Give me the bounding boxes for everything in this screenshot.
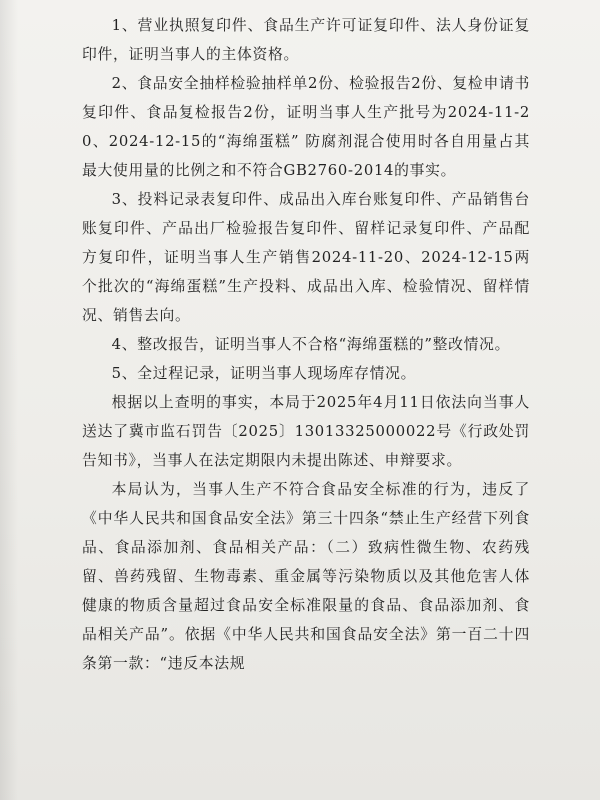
evidence-item-4: 4、整改报告，证明当事人不合格“海绵蛋糕的”整改情况。 <box>111 336 511 353</box>
evidence-item-5: 5、全过程记录，证明当事人现场库存情况。 <box>111 365 417 382</box>
legal-analysis-paragraph: 本局认为，当事人生产不符合食品安全标准的行为，违反了《中华人民共和国食品安全法》第三十四条“禁止生产经营下列食品、食品添加剂、食品相关产品：（二）致病性微生物、农药残留、兽药残留、生物毒素、重金属等污染物质以及其他危害人体健康的物质含量超过食品安全标准限量的食品、食品添加剂、食品相关产品”。依据《中华人民共和国食品安全法》第一百二十四条第一款：“违反本法规 <box>82 481 530 672</box>
evidence-item-3: 3、投料记录表复印件、成品出入库台账复印件、产品销售台账复印件、产品出厂检验报告复印件、留样记录复印件、产品配方复印件，证明当事人生产销售2024-11-20、2024-12-15两个批次的“海绵蛋糕”生产投料、成品出入库、检验情况、留样情况、销售去向。 <box>82 191 530 324</box>
evidence-item-2: 2、食品安全抽样检验抽样单2份、检验报告2份、复检申请书复印件、食品复检报告2份，证明当事人生产批号为2024-11-20、2024-12-15的“海绵蛋糕” 防腐剂混合使用时各自用量占其最大使用量的比例之和不符合GB2760-2014的事实。 <box>82 75 530 179</box>
page-edge-shadow <box>0 0 18 800</box>
notice-delivery-paragraph: 根据以上查明的事实，本局于2025年4月11日依法向当事人送达了冀市监石罚告〔2025〕13013325000022号《行政处罚告知书》，当事人在法定期限内未提出陈述、申辩要求。 <box>82 394 530 469</box>
document-body <box>82 11 530 678</box>
evidence-item-1: 1、营业执照复印件、食品生产许可证复印件、法人身份证复印件，证明当事人的主体资格。 <box>82 17 530 63</box>
